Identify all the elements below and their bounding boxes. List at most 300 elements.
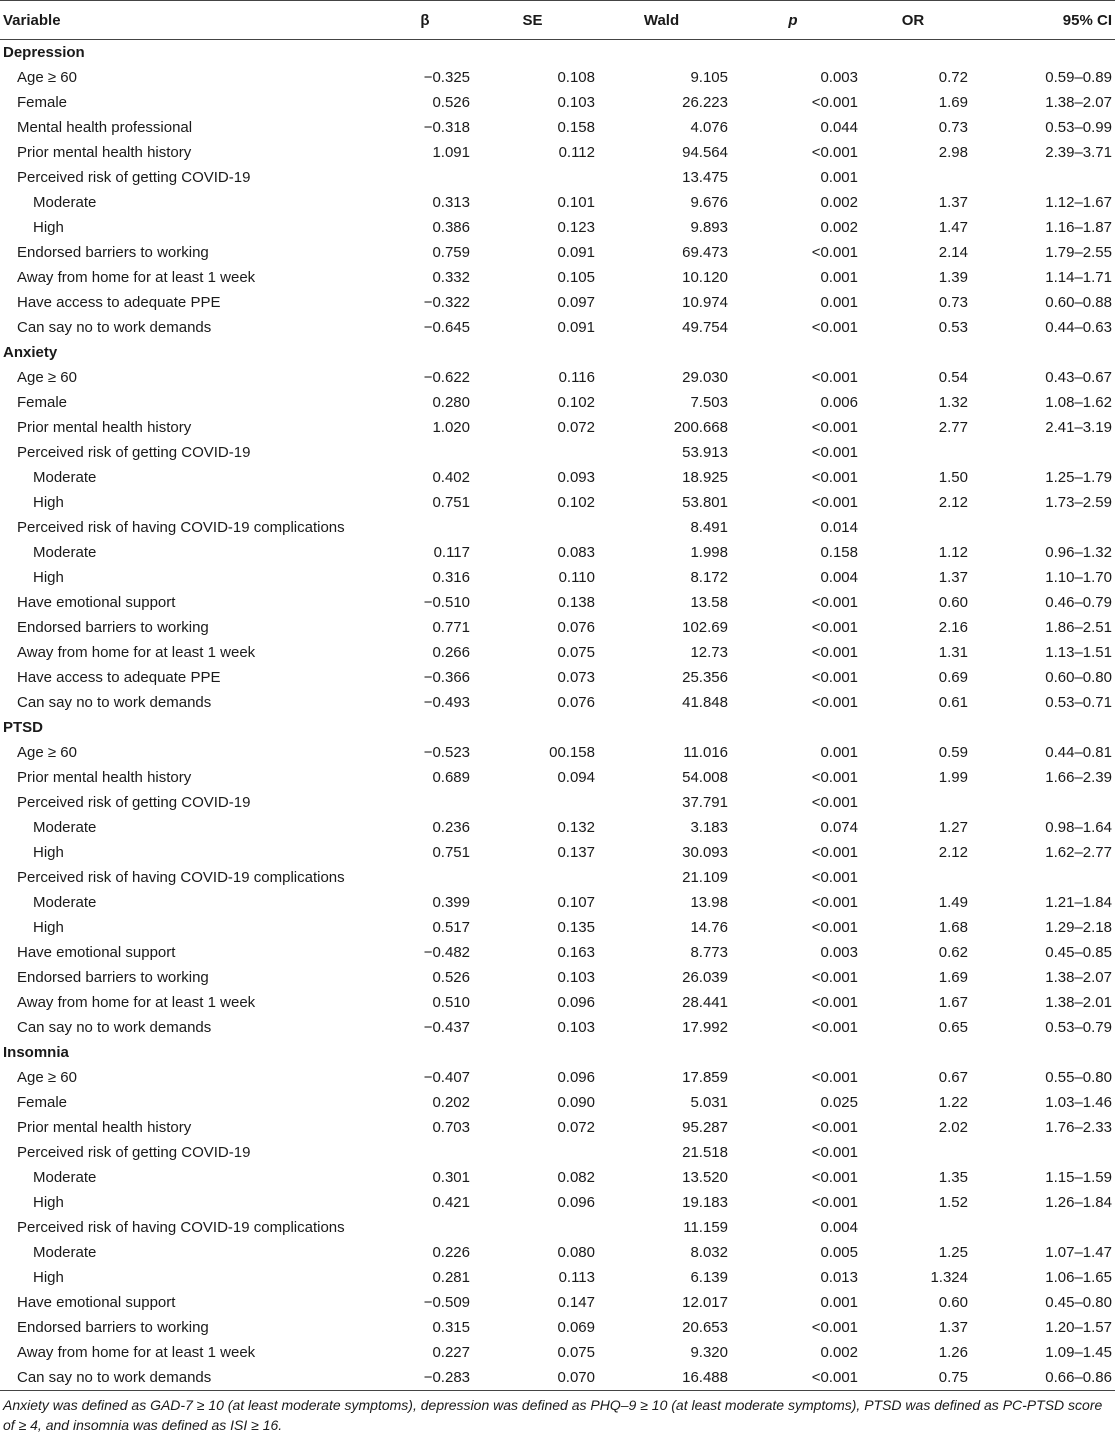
cell-wald: 69.473 [682,244,728,261]
cell-se: 0.101 [557,194,595,211]
cell-wald: 13.98 [690,894,728,911]
cell-or: 1.52 [938,1194,968,1211]
cell-or: 1.39 [938,269,968,286]
cell-wald: 17.859 [682,1069,728,1086]
table-row [0,765,1115,790]
cell-se: 0.137 [557,844,595,861]
table-row [0,165,1115,190]
table-row [0,740,1115,765]
cell-or: 1.12 [938,544,968,561]
cell-or: 1.31 [938,644,968,661]
cell-ci: 1.07–1.47 [1045,1244,1112,1261]
cell-se: 0.102 [557,394,595,411]
cell-se: 0.138 [557,594,595,611]
table-row [0,1190,1115,1215]
table-header [0,1,1115,40]
cell-variable: Moderate [33,469,97,486]
cell-wald: 37.791 [682,794,728,811]
cell-or: 1.47 [938,219,968,236]
cell-or: 1.22 [938,1094,968,1111]
cell-se: 0.082 [557,1169,595,1186]
cell-or: 0.73 [938,294,968,311]
cell-se: 0.103 [557,94,595,111]
header-row [0,1,1115,40]
cell-ci [968,440,1115,465]
cell-variable: Endorsed barriers to working [17,244,209,261]
cell-wald: 10.120 [682,269,728,286]
cell-se: 0.096 [557,1069,595,1086]
cell-or: 1.68 [938,919,968,936]
cell-variable: Prior mental health history [17,769,192,786]
cell-p: <0.001 [811,369,858,386]
cell-p: 0.001 [820,744,858,761]
cell-variable: Have access to adequate PPE [17,669,221,686]
cell-wald: 9.320 [690,1344,728,1361]
cell-ci: 1.38–2.01 [1045,994,1112,1011]
cell-wald: 12.017 [682,1294,728,1311]
cell-variable: Have emotional support [17,594,176,611]
cell-variable: Prior mental health history [17,419,192,436]
cell-wald: 1.998 [690,544,728,561]
cell-p: 0.006 [820,394,858,411]
cell-se: 0.070 [470,1365,595,1391]
cell-se [470,515,595,540]
cell-or: 0.67 [938,1069,968,1086]
cell-variable: Away from home for at least 1 week [17,644,256,661]
cell-se [470,1140,595,1165]
cell-variable: Prior mental health history [17,144,192,161]
cell-se: 0.073 [557,669,595,686]
table-row [0,265,1115,290]
table-row [0,540,1115,565]
table-row [0,890,1115,915]
cell-beta: 0.386 [432,219,470,236]
cell-se: 0.103 [557,1019,595,1036]
cell-wald: 41.848 [682,694,728,711]
cell-beta [380,865,470,890]
cell-beta: −0.493 [423,694,470,711]
cell-beta: 0.751 [432,844,470,861]
cell-ci: 0.66–0.86 [968,1365,1115,1391]
cell-se: 0.091 [557,244,595,261]
cell-se: 0.096 [557,994,595,1011]
cell-ci [968,1215,1115,1240]
cell-p: <0.001 [811,769,858,786]
cell-beta: 0.315 [432,1319,470,1336]
table-row [0,65,1115,90]
header-or: OR [858,1,968,40]
table-row [0,590,1115,615]
cell-wald: 49.754 [682,319,728,336]
cell-or: 2.77 [938,419,968,436]
cell-ci [968,515,1115,540]
cell-wald: 20.653 [682,1319,728,1336]
cell-beta: −0.509 [423,1294,470,1311]
cell-variable: Moderate [33,1244,97,1261]
cell-variable: High [33,1194,64,1211]
cell-beta: −0.366 [423,669,470,686]
cell-or: 1.27 [938,819,968,836]
cell-or: 0.61 [938,694,968,711]
cell-wald: 26.039 [682,969,728,986]
cell-ci: 1.62–2.77 [1045,844,1112,861]
table-row [0,1240,1115,1265]
cell-or: 1.26 [938,1344,968,1361]
cell-wald: 13.58 [690,594,728,611]
cell-beta: 0.202 [432,1094,470,1111]
cell-wald: 54.008 [682,769,728,786]
cell-ci: 0.53–0.79 [1045,1019,1112,1036]
table-row [0,240,1115,265]
cell-beta: 0.751 [432,494,470,511]
cell-or: 1.324 [930,1269,968,1286]
cell-se: 0.097 [557,294,595,311]
cell-or: 0.75 [858,1365,968,1391]
cell-ci [968,165,1115,190]
cell-ci: 1.76–2.33 [1045,1119,1112,1136]
cell-beta: 0.399 [432,894,470,911]
header-variable: Variable [0,1,380,40]
cell-p: <0.001 [811,94,858,111]
table-row [0,190,1115,215]
cell-wald: 3.183 [690,819,728,836]
cell-p: <0.001 [811,1069,858,1086]
cell-p: <0.001 [811,469,858,486]
cell-se: 0.110 [558,569,595,586]
cell-beta: 1.020 [432,419,470,436]
cell-se: 0.075 [557,1344,595,1361]
cell-p: <0.001 [811,1119,858,1136]
cell-wald: 18.925 [682,469,728,486]
cell-or: 0.72 [938,69,968,86]
cell-ci [968,865,1115,890]
cell-or: 0.60 [938,1294,968,1311]
cell-ci: 1.73–2.59 [1045,494,1112,511]
cell-wald: 11.016 [683,744,728,761]
cell-variable: Moderate [33,194,97,211]
cell-se: 0.076 [557,619,595,636]
cell-variable: Female [17,394,68,411]
section-row [0,1040,1115,1065]
cell-p: 0.001 [820,269,858,286]
cell-p: <0.001 [811,494,858,511]
cell-wald: 6.139 [690,1269,728,1286]
cell-p: <0.001 [811,319,858,336]
cell-wald: 11.159 [683,1219,728,1236]
table-row [0,940,1115,965]
cell-or: 1.37 [938,194,968,211]
cell-p: <0.001 [811,144,858,161]
cell-beta: 0.281 [432,1269,470,1286]
cell-variable: Moderate [33,819,97,836]
cell-or [858,515,968,540]
table-row [0,640,1115,665]
cell-p: 0.014 [820,519,858,536]
cell-variable: Perceived risk of getting COVID-19 [17,169,251,186]
cell-ci: 0.45–0.85 [1045,944,1112,961]
cell-p: 0.025 [820,1094,858,1111]
cell-p: <0.001 [811,669,858,686]
cell-or [858,1215,968,1240]
table-row [0,1315,1115,1340]
cell-variable: Perceived risk of getting COVID-19 [17,444,251,461]
cell-ci: 1.15–1.59 [1045,1169,1112,1186]
cell-p: 0.044 [820,119,858,136]
cell-beta: 0.226 [432,1244,470,1261]
cell-se [470,790,595,815]
cell-p: <0.001 [811,619,858,636]
cell-se: 0.096 [557,1194,595,1211]
cell-p: 0.002 [820,194,858,211]
cell-wald: 9.105 [690,69,728,86]
cell-beta: −0.407 [423,1069,470,1086]
cell-p: 0.003 [820,69,858,86]
cell-se: 0.103 [557,969,595,986]
cell-variable: Age ≥ 60 [17,369,77,386]
cell-variable: Away from home for at least 1 week [17,1344,256,1361]
cell-p: <0.001 [811,644,858,661]
table-row [0,1015,1115,1040]
cell-wald: 8.491 [690,519,728,536]
cell-ci [968,790,1115,815]
table-row [0,965,1115,990]
cell-se: 0.091 [557,319,595,336]
table-row [0,465,1115,490]
table-row [0,490,1115,515]
cell-ci: 1.16–1.87 [1045,219,1112,236]
cell-variable: Endorsed barriers to working [17,1319,209,1336]
cell-se: 0.069 [557,1319,595,1336]
cell-p: 0.004 [820,569,858,586]
cell-ci [968,1140,1115,1165]
cell-variable: Endorsed barriers to working [17,969,209,986]
cell-beta: −0.482 [423,944,470,961]
cell-or: 0.65 [938,1019,968,1036]
cell-variable: Age ≥ 60 [17,744,77,761]
cell-ci: 0.46–0.79 [1045,594,1112,611]
cell-ci: 0.53–0.71 [1045,694,1112,711]
cell-or: 1.37 [938,569,968,586]
cell-variable: Perceived risk of having COVID-19 complications [17,869,345,886]
cell-wald: 25.356 [682,669,728,686]
cell-wald: 8.172 [690,569,728,586]
cell-variable: Moderate [33,894,97,911]
table-row [0,1090,1115,1115]
table-row [0,365,1115,390]
cell-ci: 1.12–1.67 [1045,194,1112,211]
cell-beta: 0.510 [432,994,470,1011]
table-row [0,440,1115,465]
cell-se: 0.158 [557,119,595,136]
header-beta: β [380,1,470,40]
cell-p: <0.001 [811,1194,858,1211]
header-p: p [728,1,858,40]
cell-ci: 2.39–3.71 [1045,144,1112,161]
cell-variable: Have access to adequate PPE [17,294,221,311]
table-row [0,515,1115,540]
table-row [0,315,1115,340]
table-row [0,1340,1115,1365]
cell-se: 0.072 [557,1119,595,1136]
cell-se: 0.135 [557,919,595,936]
cell-or [858,1140,968,1165]
cell-p: 0.005 [820,1244,858,1261]
table-row [0,90,1115,115]
table-row [0,1065,1115,1090]
table-row [0,990,1115,1015]
table-row [0,1165,1115,1190]
cell-p: 0.002 [820,219,858,236]
cell-ci: 1.29–2.18 [1045,919,1112,936]
cell-ci: 1.66–2.39 [1045,769,1112,786]
table-row [0,1215,1115,1240]
cell-or: 1.50 [938,469,968,486]
cell-beta: 0.759 [432,244,470,261]
cell-beta: 0.771 [432,619,470,636]
cell-beta: 0.689 [432,769,470,786]
cell-wald: 8.773 [690,944,728,961]
cell-wald: 94.564 [682,144,728,161]
table-row [0,815,1115,840]
cell-ci: 0.60–0.88 [1045,294,1112,311]
cell-variable: Female [17,1094,68,1111]
cell-wald: 26.223 [682,94,728,111]
cell-variable: Have emotional support [17,944,176,961]
cell-se: 0.080 [557,1244,595,1261]
cell-wald: 10.974 [682,294,728,311]
cell-p: 0.001 [820,294,858,311]
cell-p: <0.001 [811,694,858,711]
cell-wald: 8.032 [690,1244,728,1261]
cell-wald: 21.518 [682,1144,728,1161]
cell-or [858,865,968,890]
cell-or: 2.12 [938,844,968,861]
cell-or: 1.49 [938,894,968,911]
cell-ci: 0.55–0.80 [1045,1069,1112,1086]
cell-p: 0.001 [820,169,858,186]
section-row [0,340,1115,365]
cell-beta: −0.622 [423,369,470,386]
cell-p: <0.001 [811,1319,858,1336]
cell-p: <0.001 [811,244,858,261]
cell-or: 0.69 [938,669,968,686]
cell-or: 0.53 [938,319,968,336]
cell-p: <0.001 [811,894,858,911]
cell-ci: 0.43–0.67 [1045,369,1112,386]
table-row [0,215,1115,240]
cell-variable: Mental health professional [17,119,193,136]
cell-beta: −0.523 [423,744,470,761]
section-label: Insomnia [3,1044,69,1061]
cell-or: 0.54 [938,369,968,386]
table-row [0,840,1115,865]
cell-beta: −0.437 [423,1019,470,1036]
cell-wald: 29.030 [682,369,728,386]
cell-se: 0.094 [557,769,595,786]
cell-se: 0.113 [558,1269,595,1286]
section-label: PTSD [3,719,44,736]
cell-variable: Moderate [33,544,97,561]
cell-or [858,790,968,815]
cell-beta: 0.301 [432,1169,470,1186]
cell-ci: 0.96–1.32 [1045,544,1112,561]
table-row [0,665,1115,690]
cell-beta: 0.236 [432,819,470,836]
cell-beta [380,790,470,815]
cell-beta: 0.316 [432,569,470,586]
cell-or: 2.98 [938,144,968,161]
cell-wald: 21.109 [682,869,728,886]
cell-variable: High [33,919,64,936]
table-row [0,1140,1115,1165]
cell-wald: 102.69 [682,619,728,636]
table-row [0,865,1115,890]
section-label: Anxiety [3,344,58,361]
cell-p: 0.074 [820,819,858,836]
header-ci: 95% CI [968,1,1115,40]
cell-wald: 95.287 [682,1119,728,1136]
cell-ci: 0.59–0.89 [1045,69,1112,86]
cell-wald: 200.668 [673,419,728,436]
cell-se: 0.105 [557,269,595,286]
cell-ci: 1.09–1.45 [1045,1344,1112,1361]
cell-wald: 7.503 [690,394,728,411]
cell-variable: Can say no to work demands [0,1365,380,1391]
cell-beta: −0.645 [423,319,470,336]
cell-se [470,1215,595,1240]
cell-beta: −0.318 [423,119,470,136]
cell-se: 0.116 [558,369,595,386]
cell-ci: 0.60–0.80 [1045,669,1112,686]
cell-variable: Away from home for at least 1 week [17,269,256,286]
cell-or: 2.02 [938,1119,968,1136]
cell-se: 0.123 [557,219,595,236]
cell-beta: 0.280 [432,394,470,411]
cell-se: 0.075 [557,644,595,661]
cell-ci: 0.45–0.80 [1045,1294,1112,1311]
cell-or: 0.60 [938,594,968,611]
cell-p: 0.002 [820,1344,858,1361]
cell-se [470,440,595,465]
cell-or [858,440,968,465]
cell-p: 0.013 [820,1269,858,1286]
cell-ci: 1.26–1.84 [1045,1194,1112,1211]
cell-p: <0.001 [811,919,858,936]
table-row [0,1265,1115,1290]
cell-wald: 4.076 [690,119,728,136]
cell-variable: Perceived risk of getting COVID-19 [17,1144,251,1161]
cell-p: <0.001 [811,419,858,436]
cell-variable: Age ≥ 60 [17,1069,77,1086]
cell-beta [380,1215,470,1240]
cell-variable: Perceived risk of having COVID-19 complications [17,519,345,536]
cell-p: <0.001 [811,969,858,986]
cell-ci: 0.53–0.99 [1045,119,1112,136]
cell-wald: 5.031 [690,1094,728,1111]
table-body [0,40,1115,1391]
cell-or: 0.59 [938,744,968,761]
cell-p: 0.001 [820,1294,858,1311]
table-row [0,690,1115,715]
cell-beta: 0.517 [432,919,470,936]
table-footnote: Anxiety was defined as GAD-7 ≥ 10 (at least moderate symptoms), depression was defined as PHQ–9 ≥ 10 (at least moderate symptoms), PTSD was defined as PC-PTSD score of ≥ 4, and insomnia was defined as ISI ≥ 16. [3,1397,1103,1433]
cell-variable: Age ≥ 60 [17,69,77,86]
cell-se [470,165,595,190]
cell-variable: High [33,494,64,511]
cell-wald: 30.093 [682,844,728,861]
cell-or: 2.14 [938,244,968,261]
cell-beta: −0.283 [380,1365,470,1391]
